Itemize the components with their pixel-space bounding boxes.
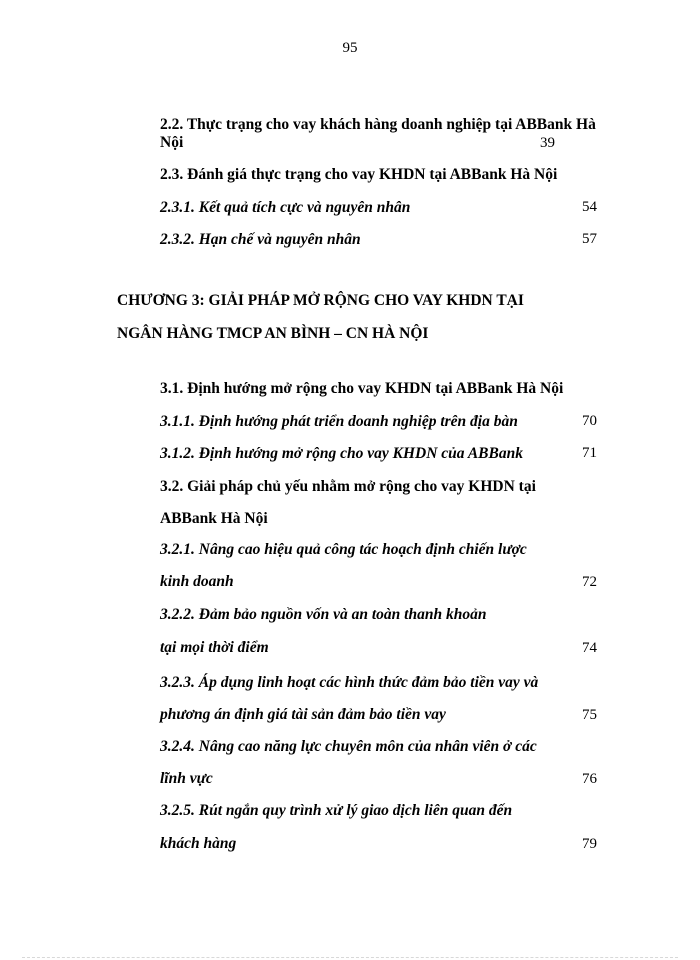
toc-entry-3-2-2-continuation: tại mọi thời điểm <box>160 639 269 656</box>
toc-entry-3-2: 3.2. Giải pháp chủ yếu nhằm mở rộng cho vay KHDN tại <box>160 478 536 495</box>
chapter-3-title-line-2: NGÂN HÀNG TMCP AN BÌNH – CN HÀ NỘI <box>117 325 429 342</box>
toc-page-3-2-2: 74 <box>582 640 597 656</box>
toc-entry-3-1: 3.1. Định hướng mở rộng cho vay KHDN tại ABBank Hà Nội <box>160 380 564 397</box>
toc-entry-2-3-1: 2.3.1. Kết quả tích cực và nguyên nhân <box>160 199 411 216</box>
toc-entry-3-2-3-continuation: phương án định giá tài sản đảm bảo tiền vay <box>160 706 446 723</box>
toc-entry-2-2-continuation: Nội <box>160 134 184 151</box>
page-bottom-rule <box>22 957 678 958</box>
toc-entry-3-2-2: 3.2.2. Đảm bảo nguồn vốn và an toàn thanh khoản <box>160 606 487 623</box>
toc-entry-3-2-3: 3.2.3. Áp dụng linh hoạt các hình thức đảm bảo tiền vay và <box>160 674 539 691</box>
toc-page-3-2-4: 76 <box>582 771 597 787</box>
toc-entry-3-2-5-continuation: khách hàng <box>160 835 237 852</box>
toc-entry-2-3: 2.3. Đánh giá thực trạng cho vay KHDN tại ABBank Hà Nội <box>160 166 558 183</box>
toc-page-3-2-5: 79 <box>582 836 597 852</box>
toc-page-2-3-2: 57 <box>582 231 597 247</box>
toc-page-3-1-2: 71 <box>582 445 597 461</box>
toc-entry-3-2-1: 3.2.1. Nâng cao hiệu quả công tác hoạch định chiến lược <box>160 541 527 558</box>
toc-entry-2-2: 2.2. Thực trạng cho vay khách hàng doanh nghiệp tại ABBank Hà <box>160 116 596 133</box>
toc-page-3-1-1: 70 <box>582 413 597 429</box>
toc-entry-3-2-5: 3.2.5. Rút ngắn quy trình xử lý giao dịch liên quan đến <box>160 802 513 819</box>
toc-page-2-3-1: 54 <box>582 199 597 215</box>
toc-entry-3-2-4: 3.2.4. Nâng cao năng lực chuyên môn của nhân viên ở các <box>160 738 537 755</box>
toc-entry-3-2-continuation: ABBank Hà Nội <box>160 510 268 527</box>
toc-entry-2-3-2: 2.3.2. Hạn chế và nguyên nhân <box>160 231 361 248</box>
toc-page-3-2-3: 75 <box>582 707 597 723</box>
toc-entry-3-1-2: 3.1.2. Định hướng mở rộng cho vay KHDN của ABBank <box>160 445 523 462</box>
toc-page-2-2: 39 <box>540 135 555 151</box>
toc-entry-3-2-4-continuation: lĩnh vực <box>160 770 213 787</box>
toc-page-3-2-1: 72 <box>582 574 597 590</box>
toc-entry-3-2-1-continuation: kinh doanh <box>160 573 234 590</box>
page-number: 95 <box>342 40 358 56</box>
toc-entry-3-1-1: 3.1.1. Định hướng phát triển doanh nghiệp trên địa bàn <box>160 413 518 430</box>
chapter-3-title-line-1: CHƯƠNG 3: GIẢI PHÁP MỞ RỘNG CHO VAY KHDN TẠI <box>117 292 524 309</box>
